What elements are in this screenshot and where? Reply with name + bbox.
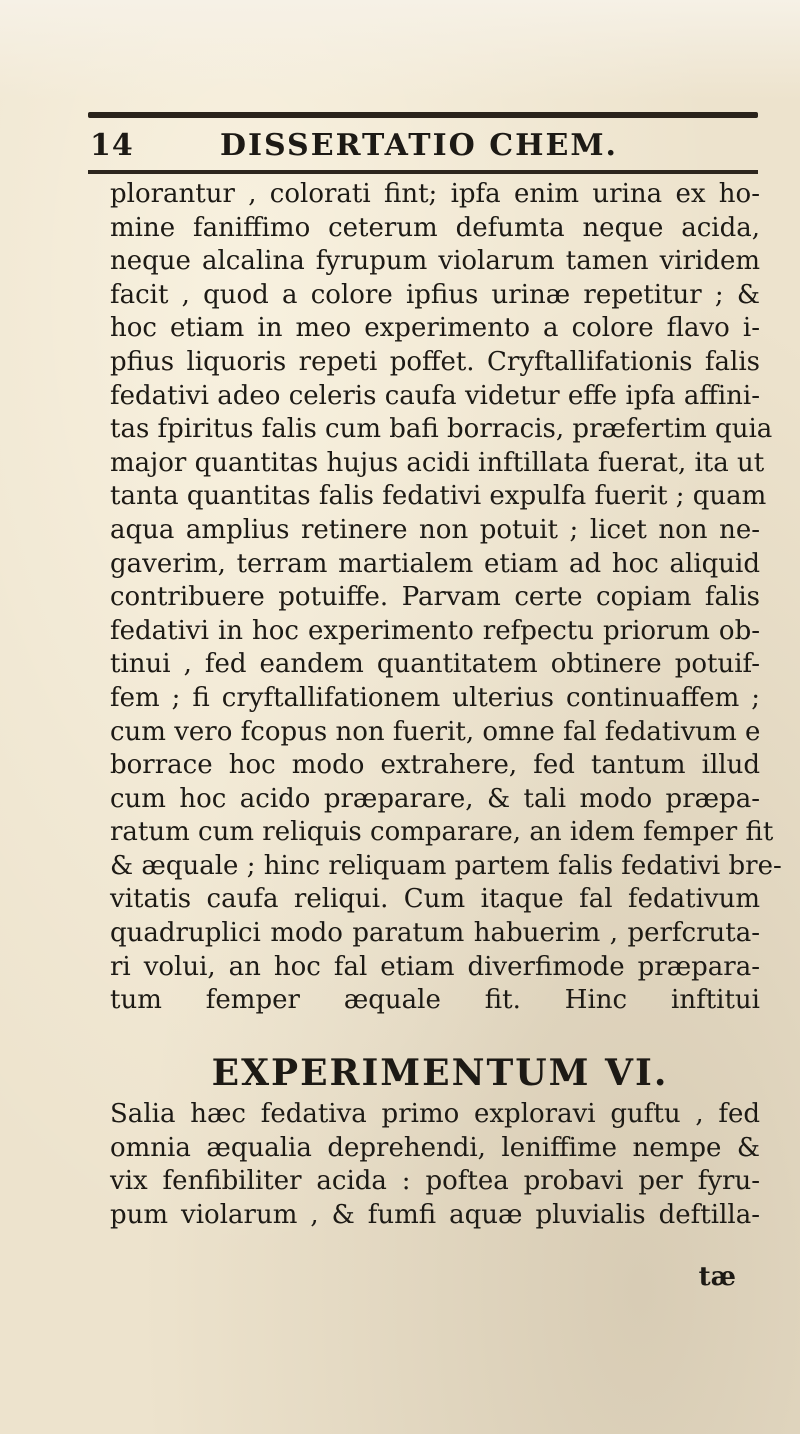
text-line: cum vero fcopus non fuerit, omne fal fedativum e <box>110 716 761 747</box>
text-line: fedativi in hoc experimento refpectu priorum ob- <box>110 615 760 646</box>
text-line: fedativi adeo celeris caufa videtur effe ipfa affini- <box>110 380 760 411</box>
text-line: mine faniffimo ceterum defumta neque acida, <box>110 212 760 243</box>
text-line: quadruplici modo paratum habuerim , perfcruta- <box>110 918 760 949</box>
text-line: neque alcalina fyrupum violarum tamen viridem <box>110 246 760 277</box>
text-line: vix fenfibiliter acida : poftea probavi per fyru- <box>110 1166 760 1197</box>
text-line: cum hoc acido præparare, & tali modo præpa- <box>110 783 760 814</box>
text-line: tanta quantitas falis fedativi expulfa fuerit ; quam <box>110 481 767 512</box>
text-line: facit , quod a colore ipfius urinæ repetitur ; & <box>110 279 760 310</box>
paragraph-experiment <box>110 1098 760 1232</box>
text-line: vitatis caufa reliqui. Cum itaque fal fedativum <box>110 884 760 915</box>
header-rule <box>88 170 758 174</box>
text-line: ri volui, an hoc fal etiam diverfimode præpara- <box>110 951 760 982</box>
text-line: pum violarum , & fumfi aquæ pluvialis deftilla- <box>110 1199 760 1230</box>
text-line: fem ; fi cryftallifationem ulterius continuaffem ; <box>110 682 760 713</box>
text-line: tinui , fed eandem quantitatem obtinere potuif- <box>110 649 760 680</box>
catchword: tæ <box>698 1262 736 1292</box>
text-line: & æquale ; hinc reliquam partem falis fedativi bre- <box>110 850 782 881</box>
section-heading: EXPERIMENTUM VI. <box>211 1052 669 1094</box>
page-edge-shadow <box>0 0 800 100</box>
text-line: major quantitas hujus acidi inftillata fuerat, ita ut <box>110 447 765 478</box>
paragraph-main <box>110 178 782 1018</box>
text-line: borrace hoc modo extrahere, fed tantum illud <box>110 750 760 781</box>
running-title: DISSERTATIO CHEM. <box>220 128 618 163</box>
top-rule <box>88 112 758 118</box>
text-line: contribuere potuiffe. Parvam certe copiam falis <box>110 582 760 613</box>
text-line: pfius liquoris repeti poffet. Cryftallifationis falis <box>110 346 760 377</box>
text-line: ratum cum reliquis comparare, an idem femper fit <box>110 817 774 848</box>
text-line: plorantur , colorati fint; ipfa enim urina ex ho- <box>110 179 760 209</box>
running-head <box>90 126 750 166</box>
text-line: aqua amplius retinere non potuit ; licet non ne- <box>110 514 760 545</box>
text-line: hoc etiam in meo experimento a colore flavo i- <box>110 313 760 344</box>
page-number: 14 <box>90 128 134 163</box>
text-line: gaverim, terram martialem etiam ad hoc aliquid <box>110 548 760 579</box>
text-line: Salia hæc fedativa primo exploravi guftu , fed <box>110 1099 760 1129</box>
text-line: omnia æqualia deprehendi, leniffime nempe & <box>110 1132 760 1163</box>
text-line: tum femper æquale fit. Hinc inftitui <box>110 985 760 1016</box>
text-line: tas fpiritus falis cum bafi borracis, præfertim quia <box>110 414 773 445</box>
